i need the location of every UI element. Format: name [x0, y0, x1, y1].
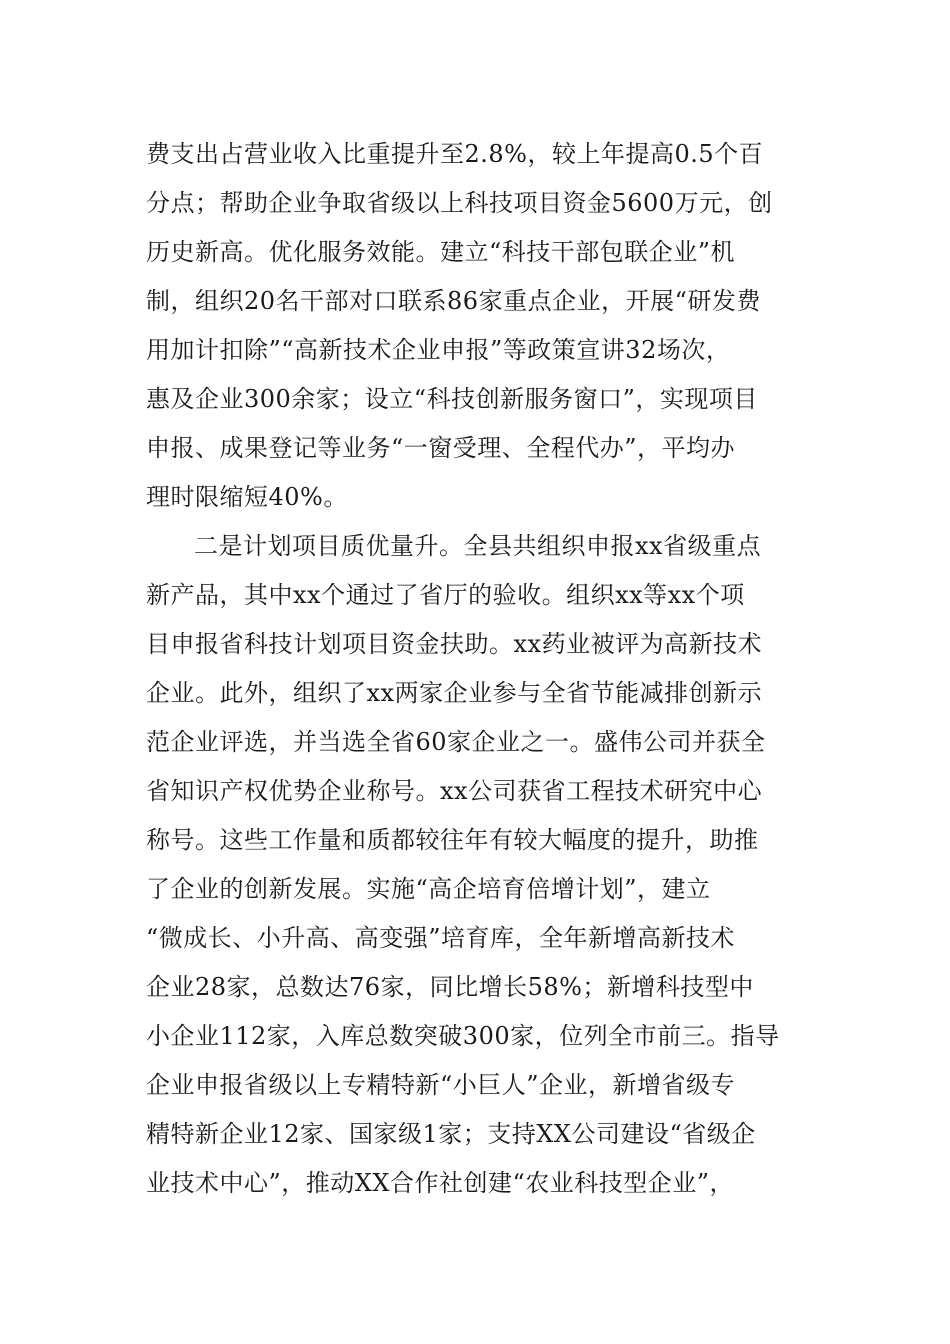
text-line: 省知识产权优势企业称号。xx公司获省工程技术研究中心 — [146, 777, 763, 805]
text-line: 小企业112家，入库总数突破300家，位列全市前三。指导 — [146, 1022, 780, 1050]
text-line: 费支出占营业收入比重提升至2.8%，较上年提高0.5个百 — [146, 140, 764, 168]
text-line: 了企业的创新发展。实施“高企培育倍增计划”，建立 — [146, 875, 711, 903]
text-line: 新产品，其中xx个通过了省厅的验收。组织xx等xx个项 — [146, 581, 745, 609]
text-line: 目申报省科技计划项目资金扶助。xx药业被评为高新技术 — [146, 630, 763, 658]
text-line: 理时限缩短40%。 — [146, 483, 348, 511]
text-line: 制，组织20名干部对口联系86家重点企业，开展“研发费 — [146, 287, 761, 315]
text-line: 业技术中心”，推动XX合作社创建“农业科技型企业”， — [146, 1169, 734, 1197]
text-line: 企业。此外，组织了xx两家企业参与全省节能减排创新示 — [146, 679, 763, 707]
text-line: 历史新高。优化服务效能。建立“科技干部包联企业”机 — [146, 238, 736, 266]
paragraph-start-line: 二是计划项目质优量升。全县共组织申报xx省级重点 — [194, 532, 762, 560]
text-line: 申报、成果登记等业务“一窗受理、全程代办”，平均办 — [146, 434, 736, 462]
text-line: 分点；帮助企业争取省级以上科技项目资金5600万元，创 — [146, 189, 773, 217]
text-line: 精特新企业12家、国家级1家；支持XX公司建设“省级企 — [146, 1120, 756, 1148]
text-line: 称号。这些工作量和质都较往年有较大幅度的提升，助推 — [146, 826, 759, 854]
text-line: 惠及企业300余家；设立“科技创新服务窗口”，实现项目 — [146, 385, 758, 413]
text-line: 企业28家，总数达76家，同比增长58%；新增科技型中 — [146, 973, 754, 1001]
text-line: 企业申报省级以上专精特新“小巨人”企业，新增省级专 — [146, 1071, 736, 1099]
body-text — [146, 130, 808, 1208]
text-line: 用加计扣除”“高新技术企业申报”等政策宣讲32场次， — [146, 336, 731, 364]
text-line: “微成长、小升高、高变强”培育库，全年新增高新技术 — [146, 924, 736, 952]
text-line: 范企业评选，并当选全省60家企业之一。盛伟公司并获全 — [146, 728, 766, 756]
